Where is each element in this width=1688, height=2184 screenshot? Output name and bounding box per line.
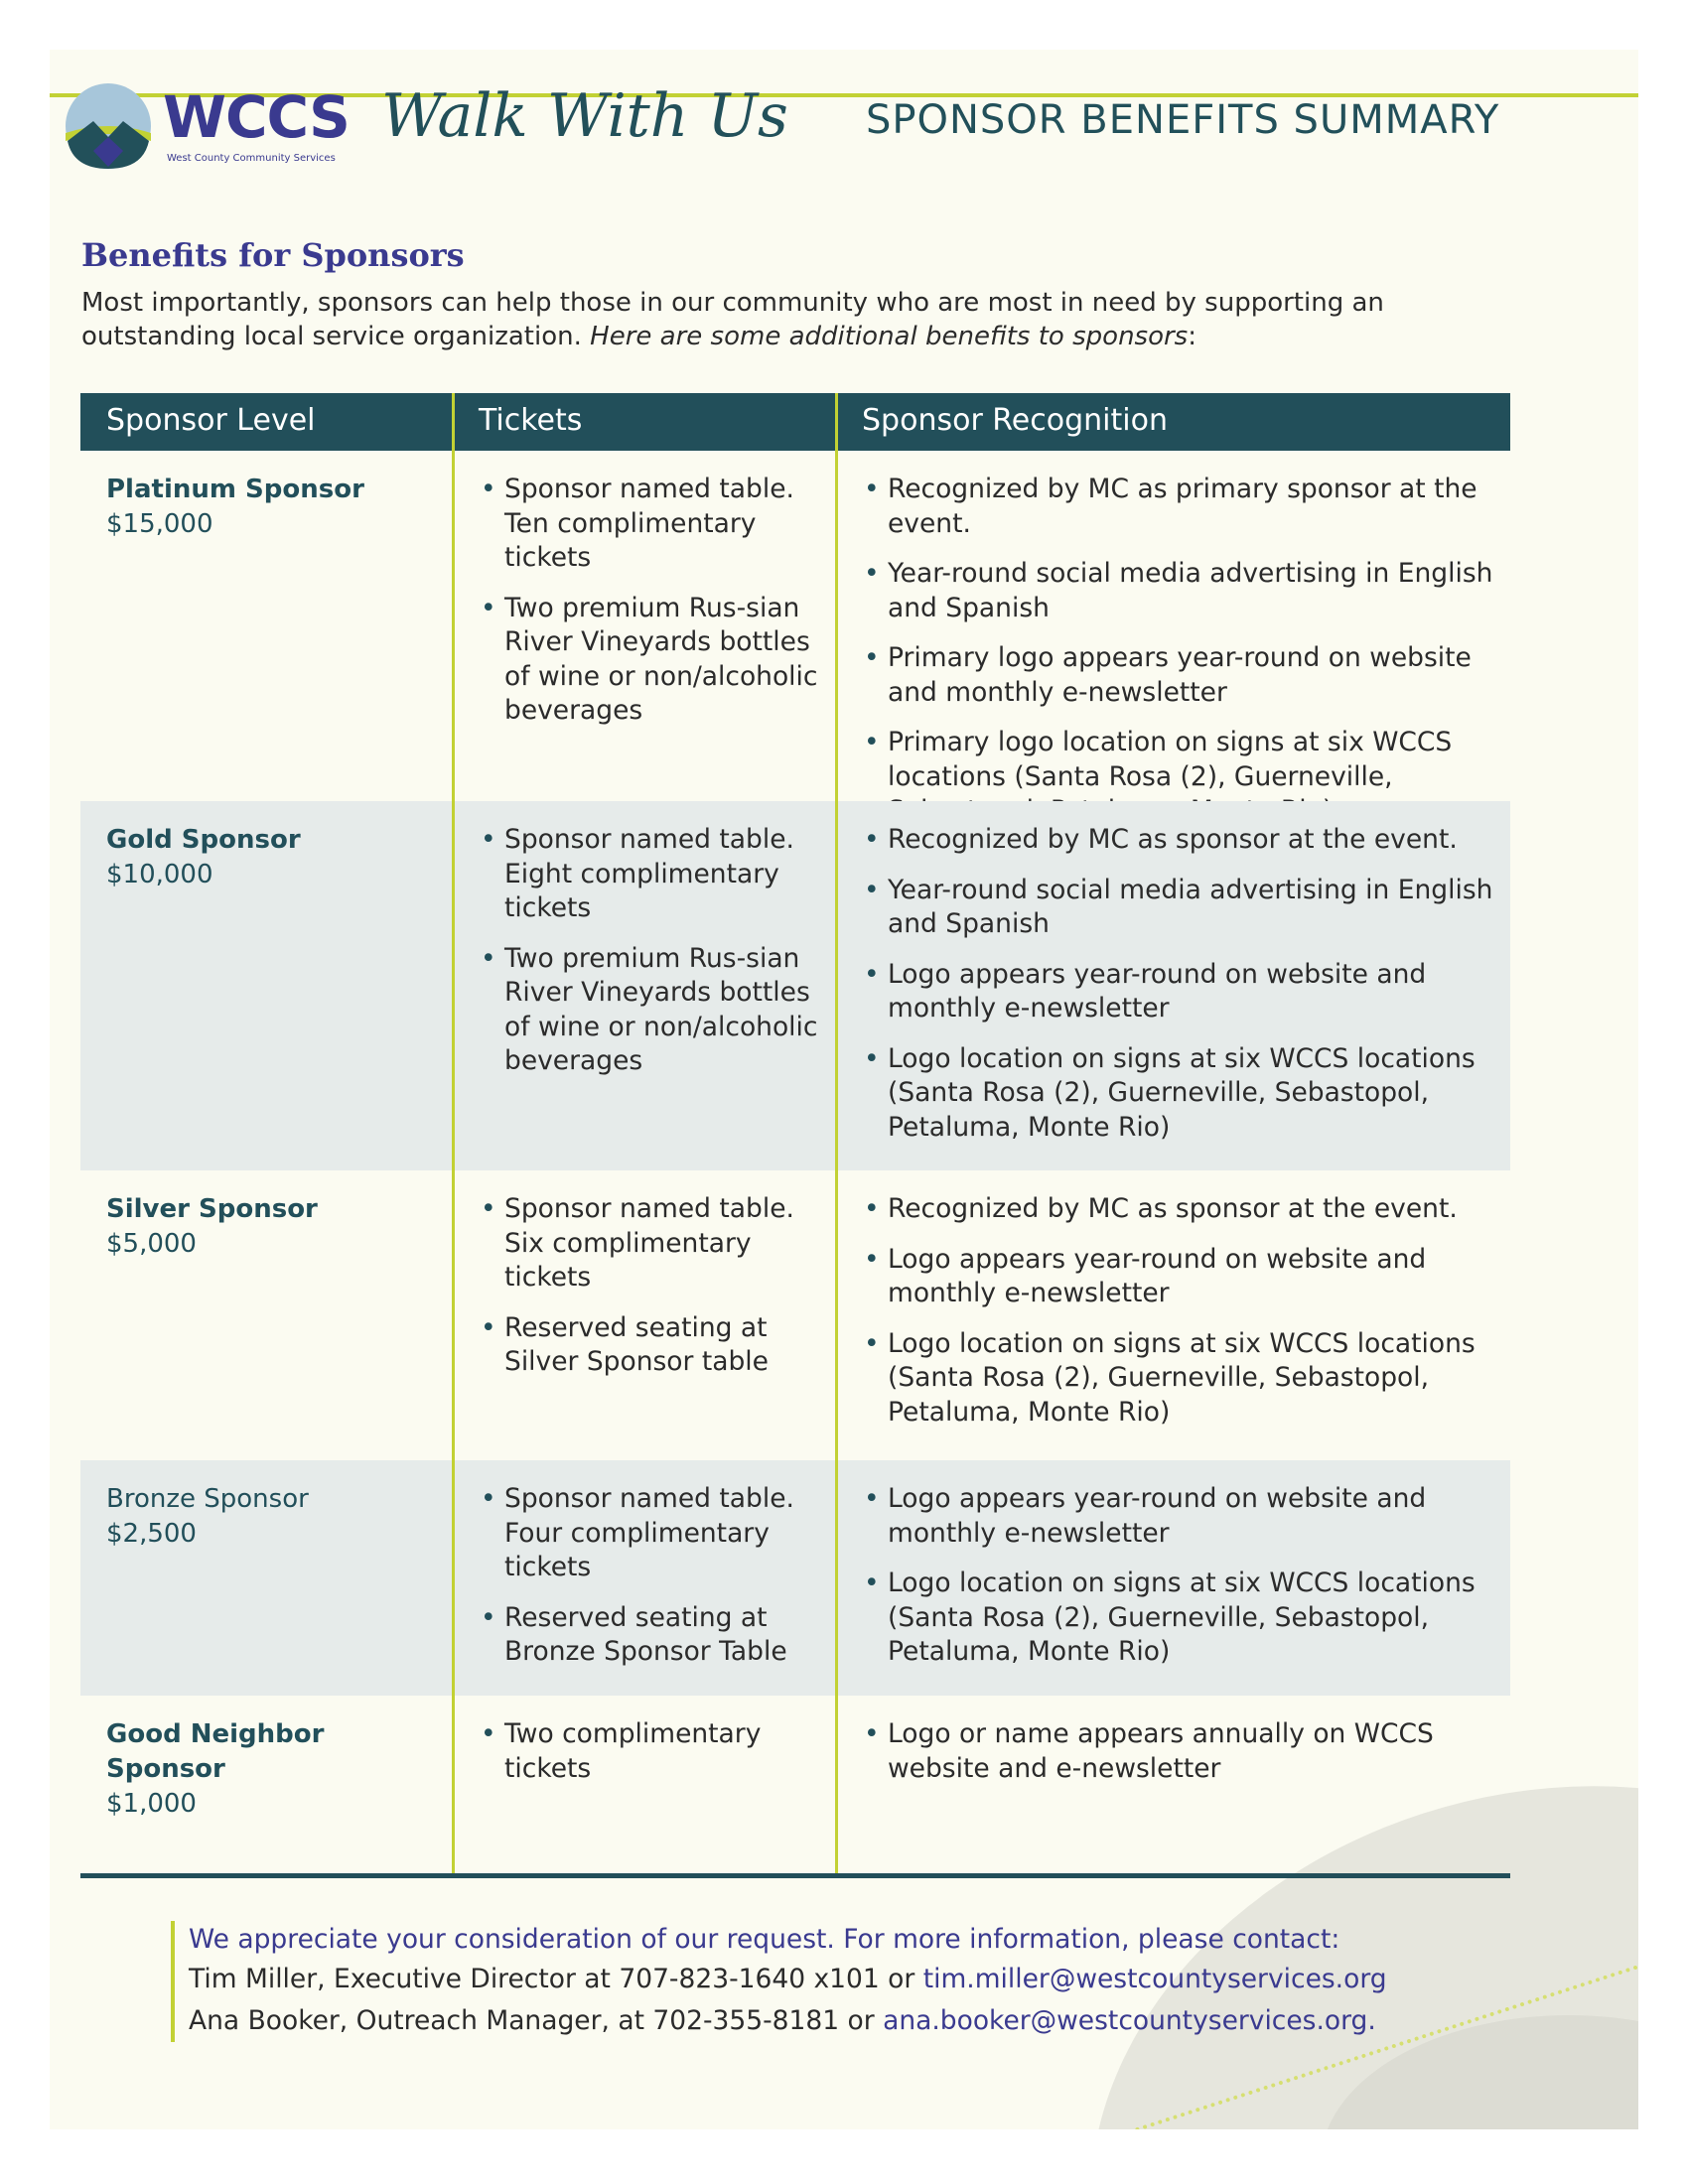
list-item: • Year-round social media advertising in English and Spanish xyxy=(864,874,1500,942)
tickets-cell xyxy=(453,451,836,801)
list-item: • Primary logo appears year-round on website and monthly e-newsletter xyxy=(864,641,1500,710)
list-item: • Logo location on signs at six WCCS locations (Santa Rosa (2), Guerneville, Sebastopol, Petaluma, Monte Rio) xyxy=(864,1327,1500,1431)
recognition-cell xyxy=(836,801,1510,1170)
level-cell xyxy=(80,801,453,1170)
logo-subtitle: West County Community Services xyxy=(167,153,336,164)
column-divider xyxy=(835,393,838,1876)
header xyxy=(64,81,1573,191)
contact-line xyxy=(189,1959,1387,2000)
level-name: Silver Sponsor xyxy=(106,1194,318,1224)
level-amount: $15,000 xyxy=(106,509,213,539)
list-item: • Logo appears year-round on website and monthly e-newsletter xyxy=(864,1482,1500,1551)
contact-email-link[interactable]: tim.miller@westcountyservices.org xyxy=(922,1964,1387,1994)
recognition-cell xyxy=(836,1170,1510,1460)
recognition-cell xyxy=(836,1460,1510,1696)
contact-heading: We appreciate your consideration of our request. For more information, please contact: xyxy=(189,1924,1340,1955)
header-recognition: Sponsor Recognition xyxy=(862,403,1168,438)
benefits-table xyxy=(80,393,1510,1823)
level-name: Platinum Sponsor xyxy=(106,475,364,504)
table-row xyxy=(80,801,1510,1170)
contact-text: Ana Booker, Outreach Manager, at 702-355-8181 or xyxy=(189,2005,875,2036)
list-item: • Two premium Rus-sian River Vineyards bottles of wine or non/alcoholic beverages xyxy=(481,942,826,1079)
intro-text-end: : xyxy=(1188,322,1196,351)
level-amount: $2,500 xyxy=(106,1519,197,1549)
level-name: Gold Sponsor xyxy=(106,825,301,855)
contact-email-link[interactable]: ana.booker@westcountyservices.org. xyxy=(883,2005,1376,2036)
list-item: • Sponsor named table. Ten complimentary tickets xyxy=(481,473,826,576)
table-header xyxy=(80,393,1510,451)
recognition-cell xyxy=(836,451,1510,801)
level-amount: $5,000 xyxy=(106,1229,197,1259)
list-item: • Recognized by MC as sponsor at the event. xyxy=(864,1192,1500,1227)
list-item: • Logo appears year-round on website and monthly e-newsletter xyxy=(864,958,1500,1026)
tickets-cell xyxy=(453,1170,836,1460)
list-item: • Two complimentary tickets xyxy=(481,1717,826,1786)
list-item: • Sponsor named table. Four complimentary tickets xyxy=(481,1482,826,1585)
level-cell xyxy=(80,1460,453,1696)
list-item: • Logo location on signs at six WCCS locations (Santa Rosa (2), Guerneville, Sebastopol, Petaluma, Monte Rio) xyxy=(864,1567,1500,1670)
table-bottom-rule xyxy=(80,1873,1510,1878)
level-cell xyxy=(80,1696,453,1823)
wccs-logo-icon xyxy=(64,81,153,171)
list-item: • Two premium Rus-sian River Vineyards bottles of wine or non/alcoholic beverages xyxy=(481,592,826,729)
level-name: Bronze Sponsor xyxy=(106,1484,309,1514)
header-sponsor-level: Sponsor Level xyxy=(106,403,316,438)
contact-line xyxy=(189,2000,1387,2042)
column-divider xyxy=(452,393,455,1876)
level-name: Good Neighbor Sponsor xyxy=(106,1719,325,1784)
list-item: • Logo location on signs at six WCCS locations (Santa Rosa (2), Guerneville, Sebastopol, Petaluma, Monte Rio) xyxy=(864,1042,1500,1146)
intro-text: Most importantly, sponsors can help those in our community who are most in need by supporting an outstanding local service organization. xyxy=(81,288,1384,351)
document-title: SPONSOR BENEFITS SUMMARY xyxy=(866,97,1500,143)
intro-paragraph xyxy=(81,286,1531,353)
tickets-cell xyxy=(453,1460,836,1696)
list-item: • Primary logo location on signs at six WCCS locations (Santa Rosa (2), Guerneville, xyxy=(864,726,1500,829)
list-item: • Sponsor named table. Six complimentary tickets xyxy=(481,1192,826,1296)
list-item: • Reserved seating at Bronze Sponsor Table xyxy=(481,1601,826,1670)
level-amount: $10,000 xyxy=(106,860,213,889)
level-cell xyxy=(80,1170,453,1460)
list-item: • Sponsor named table. Eight complimentary tickets xyxy=(481,823,826,926)
recognition-cell xyxy=(836,1696,1510,1823)
table-row xyxy=(80,451,1510,801)
tickets-cell xyxy=(453,1696,836,1823)
list-item: • Logo appears year-round on website and monthly e-newsletter xyxy=(864,1243,1500,1311)
level-cell xyxy=(80,451,453,801)
event-title: Walk With Us xyxy=(381,81,788,151)
list-item: • Recognized by MC as sponsor at the event. xyxy=(864,823,1500,858)
tickets-cell xyxy=(453,801,836,1170)
table-row xyxy=(80,1696,1510,1823)
logo-wordmark: WCCS xyxy=(163,83,350,151)
list-item: • Logo or name appears annually on WCCS website and e-newsletter xyxy=(864,1717,1500,1786)
contact-text: Tim Miller, Executive Director at 707-823-1640 x101 or xyxy=(189,1964,915,1994)
section-heading: Benefits for Sponsors xyxy=(81,236,465,274)
header-tickets: Tickets xyxy=(479,403,583,438)
intro-italic-text: Here are some additional benefits to sponsors xyxy=(590,322,1189,351)
list-item: • Reserved seating at Silver Sponsor table xyxy=(481,1311,826,1380)
list-item: • Recognized by MC as primary sponsor at the event. xyxy=(864,473,1500,541)
list-item: • Year-round social media advertising in English and Spanish xyxy=(864,557,1500,625)
contact-block xyxy=(171,1921,1387,2042)
table-row xyxy=(80,1460,1510,1696)
level-amount: $1,000 xyxy=(106,1789,197,1819)
table-row xyxy=(80,1170,1510,1460)
